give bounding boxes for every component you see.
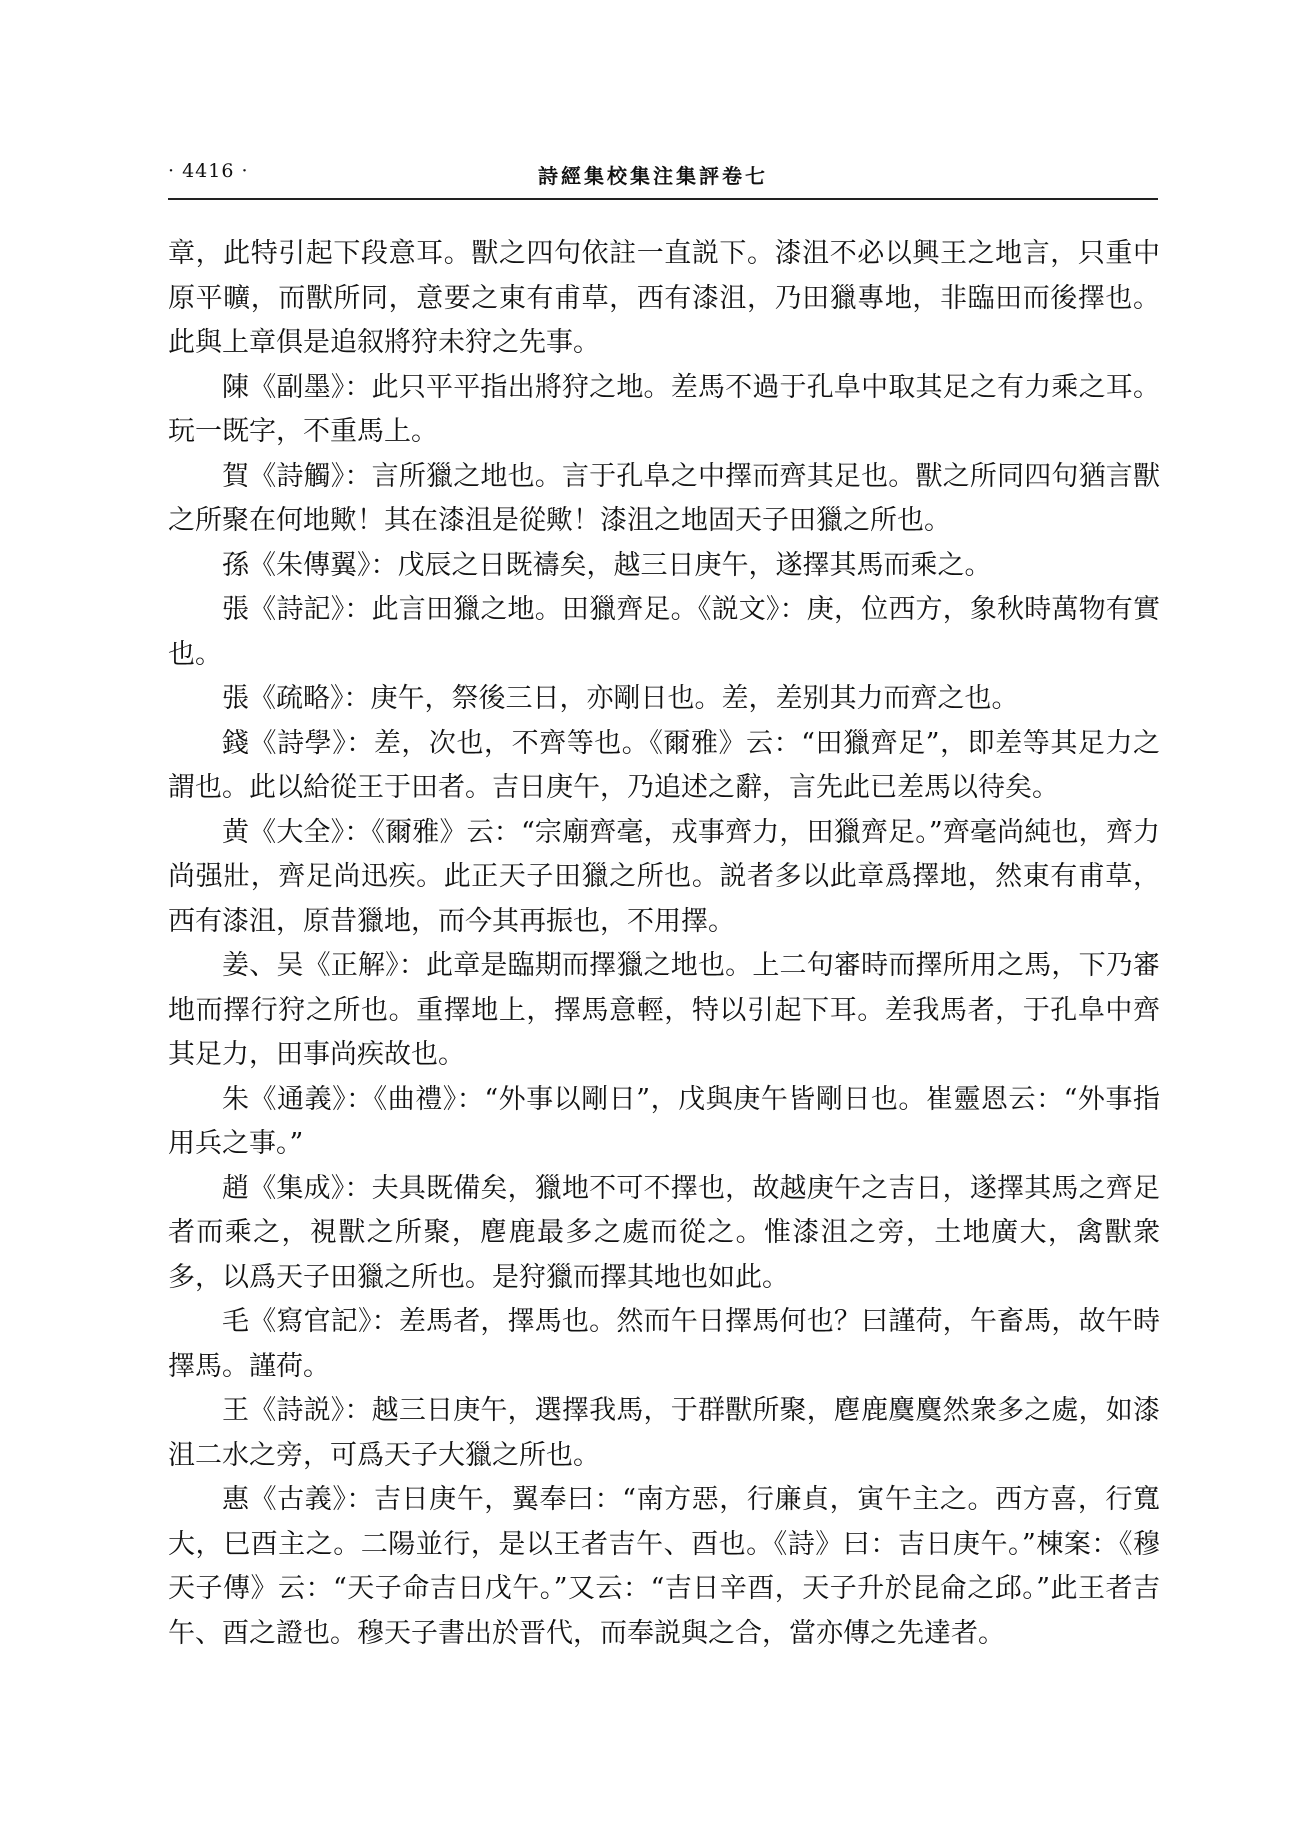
page-number: · 4416 · — [168, 160, 249, 182]
running-title: 詩經集校集注集評卷七 — [538, 164, 768, 188]
page-header — [168, 160, 1160, 196]
paragraph: 孫《朱傳翼》：戊辰之日既禱矣，越三日庚午，遂擇其馬而乘之。 — [222, 549, 992, 581]
paragraph: 賀《詩觸》：言所獵之地也。言于孔阜之中擇而齊其足也。獸之所同四句猶言獸之所聚在何地歟！其在漆沮是從歟！漆沮之地固天子田獵之所也。 — [168, 460, 1160, 536]
paragraph: 朱《通義》：《曲禮》：“外事以剛日”，戊與庚午皆剛日也。崔靈恩云：“外事指用兵之事。” — [168, 1083, 1160, 1159]
paragraph: 毛《寫官記》：差馬者，擇馬也。然而午日擇馬何也？曰謹荷，午畜馬，故午時擇馬。謹荷。 — [168, 1306, 1160, 1382]
paragraph: 惠《古義》：吉日庚午，翼奉曰：“南方惡，行廉貞，寅午主之。西方喜，行寬大，巳酉主之。二陽並行，是以王者吉午、酉也。《詩》曰：吉日庚午。”棟案：《穆天子傳》云：“天子命吉日戊午。”又云：“吉日辛酉，天子升於昆侖之邱。”此王者吉午、酉之證也。穆天子書出於晋代，而奉説與之合，當亦傳之先達者。 — [168, 1484, 1160, 1649]
paragraph: 陳《副墨》：此只平平指出將狩之地。差馬不過于孔阜中取其足之有力乘之耳。玩一既字，不重馬上。 — [168, 371, 1160, 447]
header-rule — [168, 198, 1158, 200]
paragraph: 章，此特引起下段意耳。獸之四句依註一直説下。漆沮不必以興王之地言，只重中原平曠，而獸所同，意要之東有甫草，西有漆沮，乃田獵專地，非臨田而後擇也。此與上章俱是追叙將狩未狩之先事。 — [168, 238, 1160, 358]
paragraph: 姜、吴《正解》：此章是臨期而擇獵之地也。上二句審時而擇所用之馬，下乃審地而擇行狩之所也。重擇地上，擇馬意輕，特以引起下耳。差我馬者，于孔阜中齊其足力，田事尚疾故也。 — [168, 950, 1160, 1070]
page-body — [168, 232, 1160, 1656]
paragraph: 張《詩記》：此言田獵之地。田獵齊足。《説文》：庚，位西方，象秋時萬物有實也。 — [168, 594, 1160, 670]
paragraph: 錢《詩學》：差，次也，不齊等也。《爾雅》云：“田獵齊足”，即差等其足力之謂也。此以給從王于田者。吉日庚午，乃追述之辭，言先此已差馬以待矣。 — [168, 727, 1160, 803]
paragraph: 趙《集成》：夫具既備矣，獵地不可不擇也，故越庚午之吉日，遂擇其馬之齊足者而乘之，視獸之所聚，麀鹿最多之處而從之。惟漆沮之旁，土地廣大，禽獸衆多，以爲天子田獵之所也。是狩獵而擇其地也如此。 — [168, 1172, 1160, 1293]
paragraph: 張《疏略》：庚午，祭後三日，亦剛日也。差，差别其力而齊之也。 — [222, 683, 1019, 714]
paragraph: 王《詩説》：越三日庚午，選擇我馬，于群獸所聚，麀鹿麌麌然衆多之處，如漆沮二水之旁，可爲天子大獵之所也。 — [168, 1395, 1160, 1471]
paragraph: 黄《大全》：《爾雅》云：“宗廟齊毫，戎事齊力，田獵齊足。”齊毫尚純也，齊力尚强壯，齊足尚迅疾。此正天子田獵之所也。説者多以此章爲擇地，然東有甫草，西有漆沮，原昔獵地，而今其再振也，不用擇。 — [168, 816, 1160, 937]
